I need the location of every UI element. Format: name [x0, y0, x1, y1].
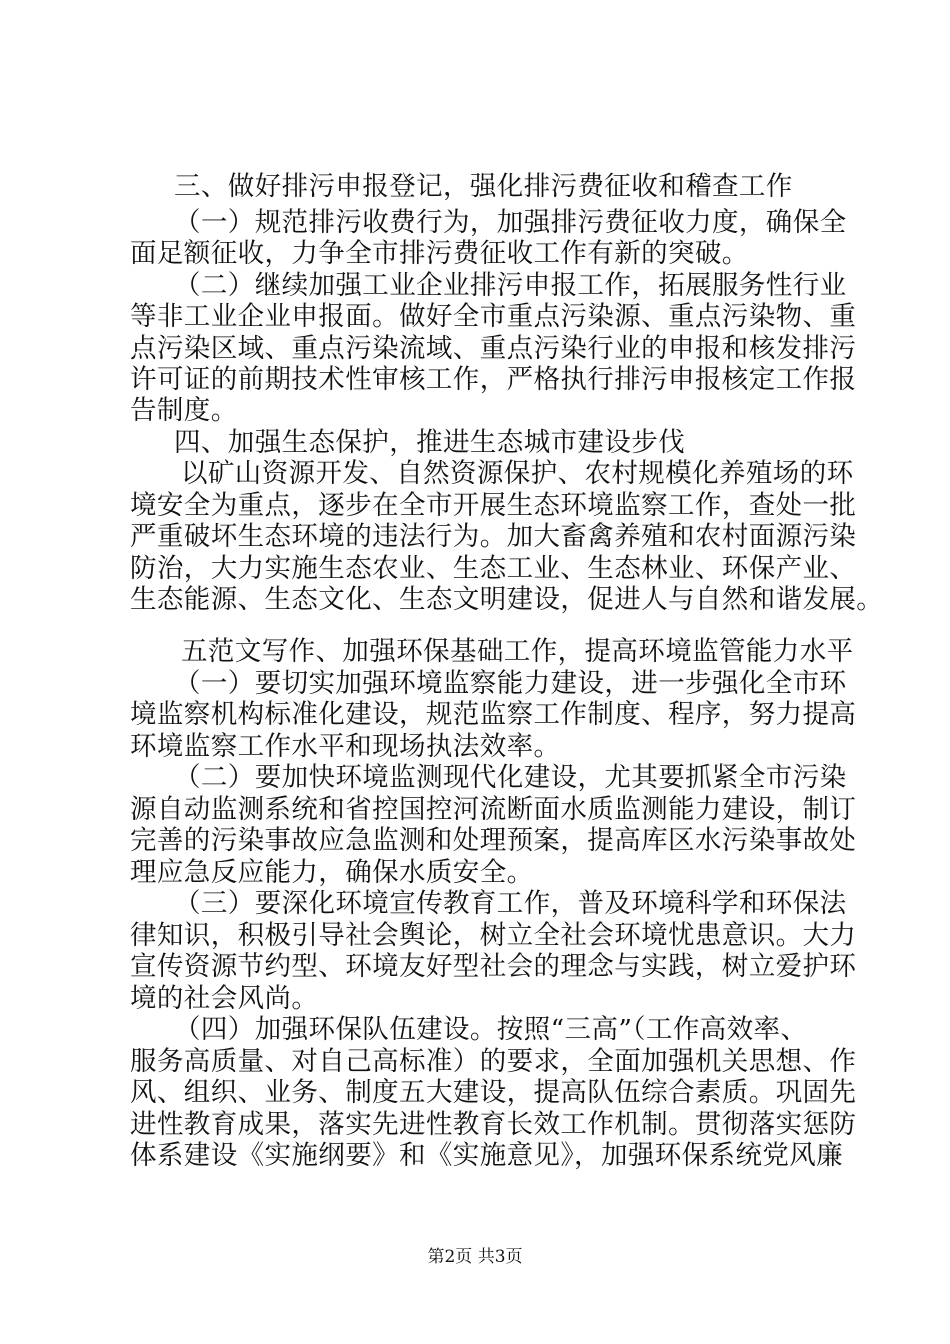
paragraph-line: 律知识，积极引导社会舆论，树立全社会环境忧患意识。大力: [130, 920, 857, 951]
paragraph-line: 面足额征收，力争全市排污费征收工作有新的突破。: [130, 238, 749, 269]
section-heading-4: 四、加强生态保护，推进生态城市建设步伐: [174, 427, 686, 458]
paragraph-line: （二）要加快环境监测现代化建设，尤其要抓紧全市污染: [174, 762, 847, 793]
paragraph-line: 进性教育成果，落实先进性教育长效工作机制。贯彻落实惩防: [130, 1109, 857, 1140]
paragraph-line: 生态能源、生态文化、生态文明建设，促进人与自然和谐发展。: [130, 584, 884, 615]
paragraph-line: 理应急反应能力，确保水质安全。: [130, 857, 534, 888]
section-heading-5: 五范文写作、加强环保基础工作，提高环境监管能力水平: [181, 636, 854, 667]
paragraph-line: 境安全为重点，逐步在全市开展生态环境监察工作，查处一批: [130, 490, 857, 521]
paragraph-line: （三）要深化环境宣传教育工作，普及环境科学和环保法: [174, 888, 847, 919]
section-heading-3: 三、做好排污申报登记，强化排污费征收和稽查工作: [174, 171, 793, 202]
paragraph-line: 境监察机构标准化建设，规范监察工作制度、程序，努力提高: [130, 699, 857, 730]
paragraph-line: 体系建设《实施纲要》和《实施意见》，加强环保系统党风廉: [130, 1140, 844, 1171]
paragraph-line: 风、组织、业务、制度五大建设，提高队伍综合素质。巩固先: [130, 1077, 857, 1108]
page-number-footer: 第2页 共3页: [427, 1247, 523, 1267]
paragraph-line: 境的社会风尚。: [130, 983, 319, 1014]
paragraph-line: 源自动监测系统和省控国控河流断面水质监测能力建设，制订: [130, 794, 857, 825]
paragraph-line: 告制度。: [130, 395, 238, 426]
paragraph-line: （二）继续加强工业企业排污申报工作，拓展服务性行业: [174, 270, 847, 301]
paragraph-line: 许可证的前期技术性审核工作，严格执行排污申报核定工作报: [130, 364, 857, 395]
paragraph-line: （一）规范排污收费行为，加强排污费征收力度，确保全: [174, 207, 847, 238]
paragraph-line: 完善的污染事故应急监测和处理预案，提高库区水污染事故处: [130, 825, 857, 856]
paragraph-line: （一）要切实加强环境监察能力建设，进一步强化全市环: [174, 668, 847, 699]
paragraph-line: 点污染区域、重点污染流域、重点污染行业的申报和核发排污: [130, 333, 857, 364]
paragraph-line: 以矿山资源开发、自然资源保护、农村规模化养殖场的环: [181, 458, 854, 489]
paragraph-line: 防治，大力实施生态农业、生态工业、生态林业、环保产业、: [130, 553, 857, 584]
paragraph-line: 严重破坏生态环境的违法行为。加大畜禽养殖和农村面源污染: [130, 521, 857, 552]
paragraph-line: 服务高质量、对自己高标准）的要求，全面加强机关思想、作: [130, 1046, 857, 1077]
paragraph-line: （四）加强环保队伍建设。按照“三高”（工作高效率、: [174, 1014, 808, 1045]
paragraph-line: 等非工业企业申报面。做好全市重点污染源、重点污染物、重: [130, 301, 857, 332]
paragraph-line: 环境监察工作水平和现场执法效率。: [130, 731, 561, 762]
paragraph-line: 宣传资源节约型、环境友好型社会的理念与实践，树立爱护环: [130, 951, 857, 982]
